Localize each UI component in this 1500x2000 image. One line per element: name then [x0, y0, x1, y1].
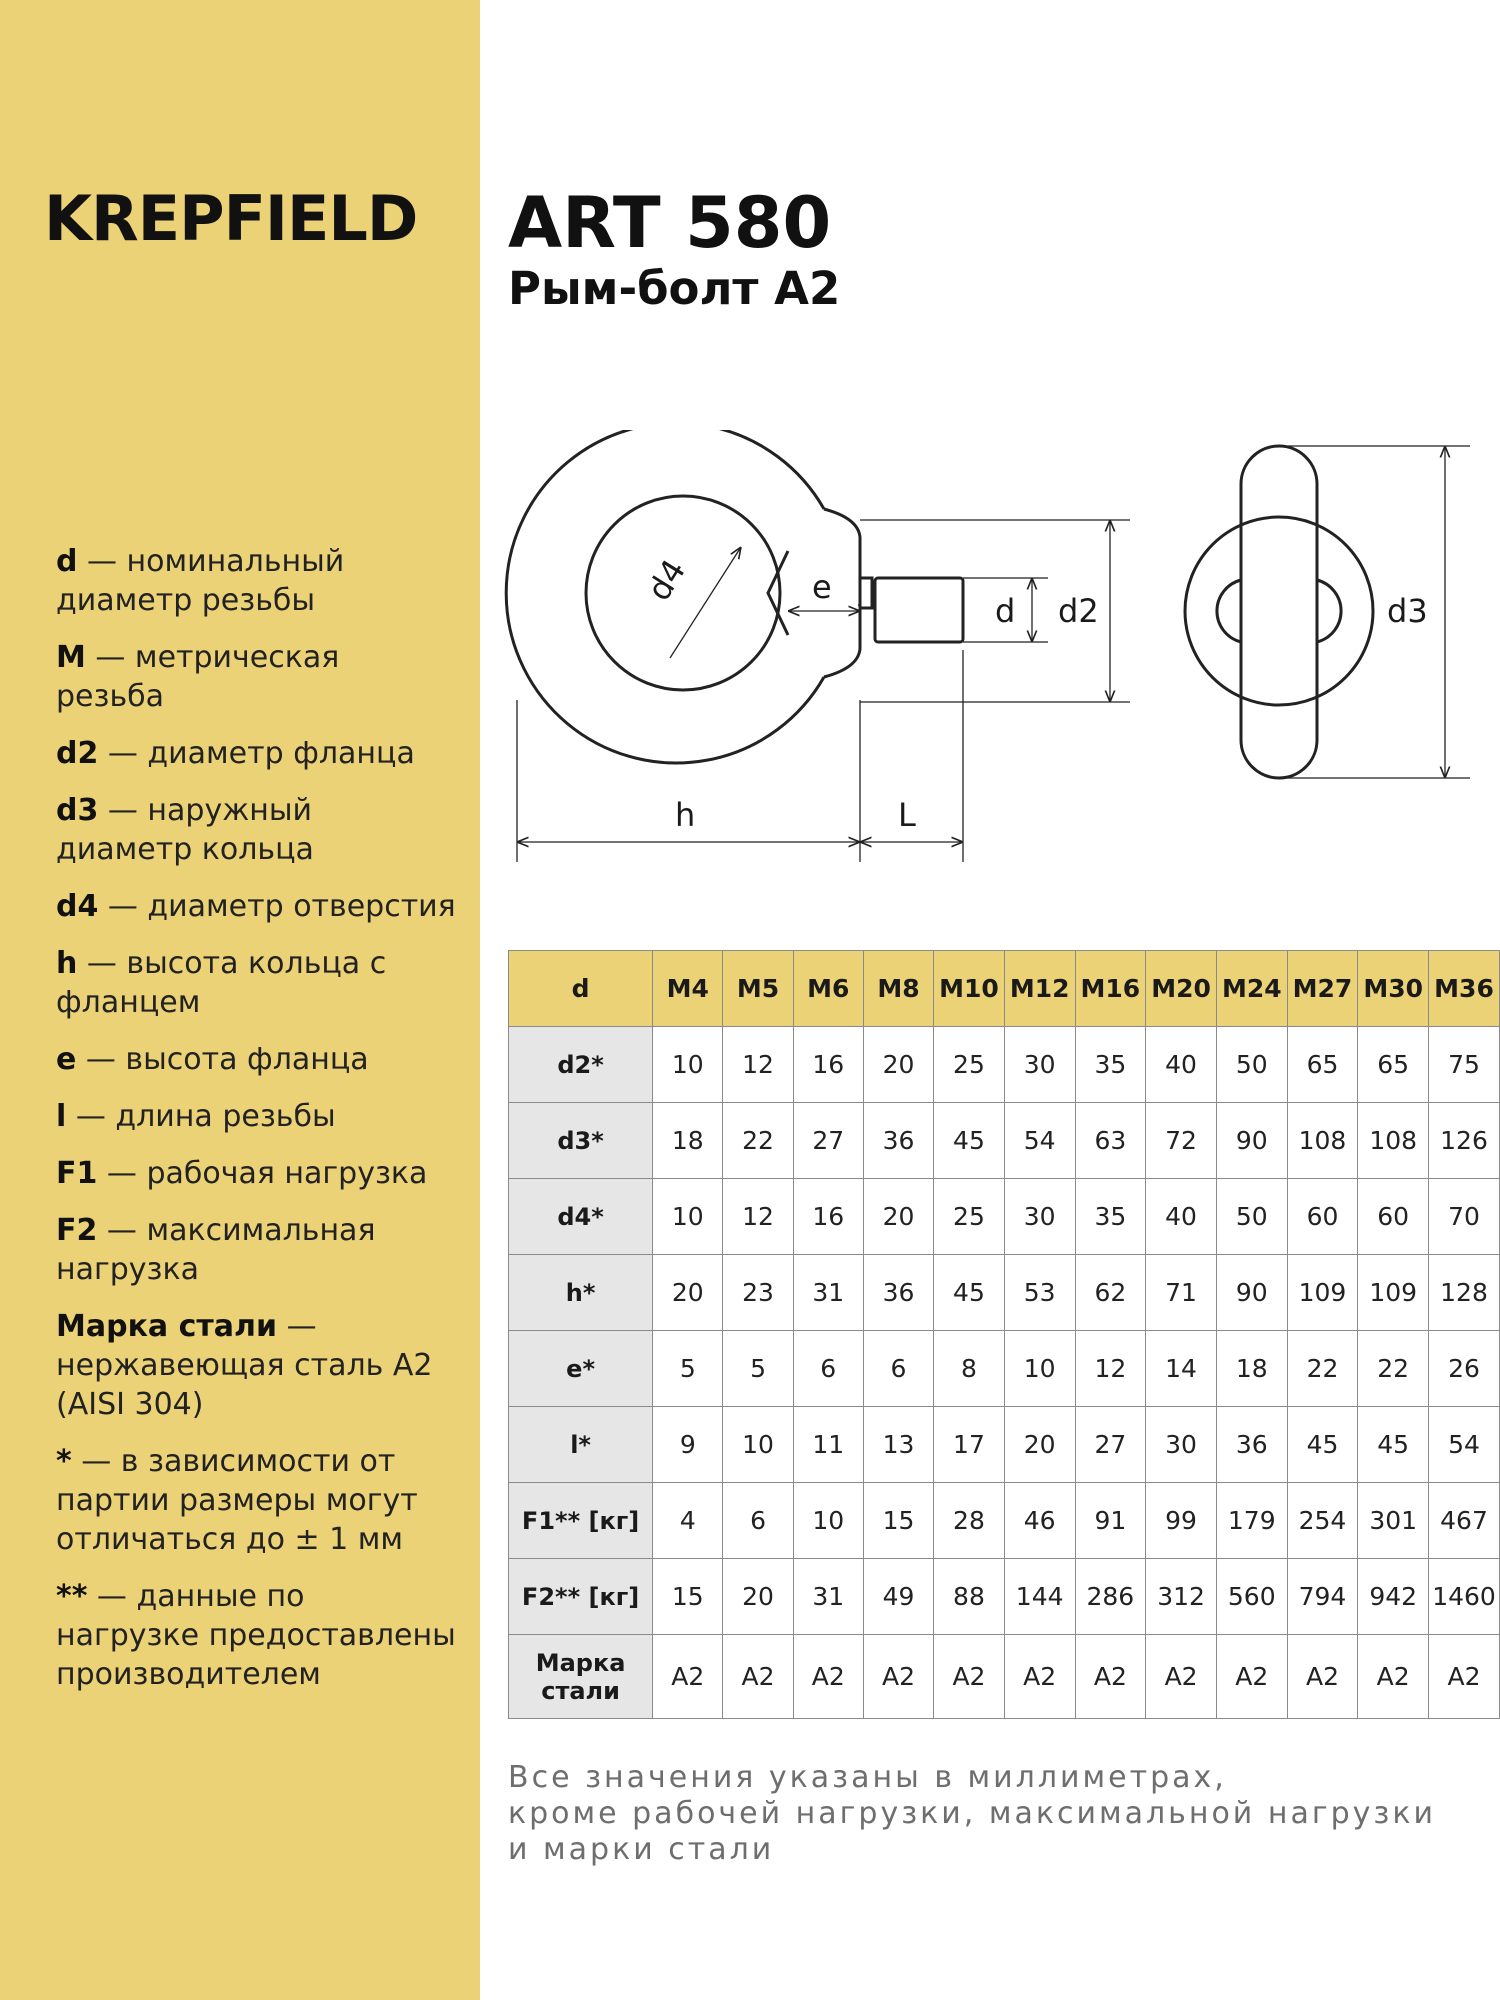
- legend-term: d3: [56, 793, 99, 828]
- table-cell: 30: [1004, 1027, 1075, 1103]
- table-cell: 312: [1146, 1559, 1217, 1635]
- table-cell: 20: [863, 1027, 933, 1103]
- table-cell: 15: [653, 1559, 723, 1635]
- footnote-line: Все значения указаны в миллиметрах,: [508, 1760, 1227, 1795]
- table-cell: 49: [863, 1559, 933, 1635]
- table-cell: 20: [863, 1179, 933, 1255]
- table-cell: 17: [934, 1407, 1005, 1483]
- legend-text: — диаметр фланца: [98, 736, 415, 771]
- table-row: [509, 1331, 1500, 1407]
- label-d2: d2: [1058, 592, 1099, 630]
- legend-item: [56, 638, 456, 716]
- legend-text: — данные по нагрузке предоставлены производителем: [56, 1579, 456, 1692]
- table-cell: 14: [1146, 1331, 1217, 1407]
- spec-table: [508, 950, 1500, 1719]
- table-cell: 12: [1075, 1331, 1146, 1407]
- table-cell: 10: [793, 1483, 863, 1559]
- table-cell: 23: [723, 1255, 793, 1331]
- label-d: d: [995, 592, 1016, 630]
- table-column-header: M5: [723, 951, 793, 1027]
- side-hole-left: [1217, 580, 1241, 642]
- label-h: h: [675, 796, 696, 834]
- table-cell: 75: [1429, 1027, 1500, 1103]
- table-column-header: M27: [1287, 951, 1358, 1027]
- table-row-header: d3*: [509, 1103, 653, 1179]
- side-flange: [1185, 517, 1373, 705]
- table-row-header: d2*: [509, 1027, 653, 1103]
- ring-hole: [586, 496, 780, 690]
- table-cell: 8: [934, 1331, 1005, 1407]
- flange-inner: [768, 551, 788, 635]
- table-cell: 5: [653, 1331, 723, 1407]
- table-cell: 50: [1216, 1179, 1287, 1255]
- table-cell: 25: [934, 1027, 1005, 1103]
- table-cell: 90: [1216, 1255, 1287, 1331]
- table-cell: 36: [863, 1255, 933, 1331]
- page-subtitle: Рым-болт A2: [508, 262, 841, 315]
- legend-text: — максимальная нагрузка: [56, 1213, 376, 1287]
- left-panel: [0, 0, 480, 2000]
- table-row-header: F1** [кг]: [509, 1483, 653, 1559]
- table-column-header: M10: [934, 951, 1005, 1027]
- table-cell: 286: [1075, 1559, 1146, 1635]
- table-cell: 72: [1146, 1103, 1217, 1179]
- table-cell: A2: [793, 1635, 863, 1719]
- side-view: [1185, 446, 1373, 778]
- table-column-header: M8: [863, 951, 933, 1027]
- table-cell: 90: [1216, 1103, 1287, 1179]
- table-cell: 53: [1004, 1255, 1075, 1331]
- table-cell: 109: [1287, 1255, 1358, 1331]
- table-cell: 13: [863, 1407, 933, 1483]
- legend-term: F1: [56, 1156, 98, 1191]
- legend-term: Марка стали: [56, 1309, 278, 1344]
- table-row-header: l*: [509, 1407, 653, 1483]
- table-cell: 31: [793, 1255, 863, 1331]
- table-cell: 45: [1358, 1407, 1429, 1483]
- table-column-header: M12: [1004, 951, 1075, 1027]
- label-l: L: [898, 796, 916, 834]
- legend-item: [56, 542, 456, 620]
- table-cell: 20: [1004, 1407, 1075, 1483]
- table-cell: 108: [1287, 1103, 1358, 1179]
- table-cell: 65: [1358, 1027, 1429, 1103]
- footnote-line: и марки стали: [508, 1832, 775, 1867]
- table-cell: A2: [863, 1635, 933, 1719]
- table-cell: 62: [1075, 1255, 1146, 1331]
- table-cell: 179: [1216, 1483, 1287, 1559]
- legend-term: h: [56, 946, 78, 981]
- table-cell: 31: [793, 1559, 863, 1635]
- table-row: [509, 1483, 1500, 1559]
- legend-text: — диаметр отверстия: [98, 889, 456, 924]
- table-cell: 12: [723, 1027, 793, 1103]
- table-column-header: M30: [1358, 951, 1429, 1027]
- table-cell: A2: [1358, 1635, 1429, 1719]
- table-column-header: M6: [793, 951, 863, 1027]
- table-cell: 65: [1287, 1027, 1358, 1103]
- legend-item: [56, 1040, 456, 1079]
- table-cell: 144: [1004, 1559, 1075, 1635]
- table-cell: 30: [1004, 1179, 1075, 1255]
- table-cell: 10: [1004, 1331, 1075, 1407]
- table-row: [509, 1179, 1500, 1255]
- table-cell: 63: [1075, 1103, 1146, 1179]
- table-cell: A2: [723, 1635, 793, 1719]
- legend-text: — длина резьбы: [66, 1099, 336, 1134]
- table-cell: 28: [934, 1483, 1005, 1559]
- brand-logo: KREPFIELD: [44, 182, 418, 255]
- table-cell: 10: [653, 1179, 723, 1255]
- table-cell: 45: [1287, 1407, 1358, 1483]
- legend-item: [56, 944, 456, 1022]
- table-cell: A2: [934, 1635, 1005, 1719]
- table-cell: 22: [723, 1103, 793, 1179]
- table-column-header: M4: [653, 951, 723, 1027]
- table-cell: A2: [653, 1635, 723, 1719]
- table-cell: 27: [1075, 1407, 1146, 1483]
- table-cell: 27: [793, 1103, 863, 1179]
- table-cell: 60: [1287, 1179, 1358, 1255]
- table-cell: 46: [1004, 1483, 1075, 1559]
- legend-list: [56, 542, 456, 1712]
- table-cell: 99: [1146, 1483, 1217, 1559]
- table-cell: 9: [653, 1407, 723, 1483]
- table-cell: 22: [1358, 1331, 1429, 1407]
- page-title: ART 580: [508, 182, 832, 264]
- table-corner-header: d: [509, 951, 653, 1027]
- table-cell: 25: [934, 1179, 1005, 1255]
- legend-term: e: [56, 1042, 77, 1077]
- table-cell: 45: [934, 1255, 1005, 1331]
- table-row-header: d4*: [509, 1179, 653, 1255]
- table-cell: 15: [863, 1483, 933, 1559]
- table-row-header: Марка стали: [509, 1635, 653, 1719]
- table-row-header: h*: [509, 1255, 653, 1331]
- table-column-header: M24: [1216, 951, 1287, 1027]
- legend-item: [56, 1307, 456, 1424]
- table-cell: 16: [793, 1027, 863, 1103]
- table-cell: A2: [1429, 1635, 1500, 1719]
- table-row: [509, 1255, 1500, 1331]
- legend-text: — номинальный диаметр резьбы: [56, 544, 345, 618]
- table-cell: 54: [1429, 1407, 1500, 1483]
- table-cell: 91: [1075, 1483, 1146, 1559]
- legend-term: l: [56, 1099, 67, 1134]
- table-cell: 6: [723, 1483, 793, 1559]
- table-cell: 11: [793, 1407, 863, 1483]
- legend-item: [56, 887, 456, 926]
- legend-text: — рабочая нагрузка: [97, 1156, 428, 1191]
- table-cell: 60: [1358, 1179, 1429, 1255]
- table-row: [509, 1635, 1500, 1719]
- legend-term: d4: [56, 889, 99, 924]
- eye-bolt-drawing: [500, 430, 1480, 870]
- legend-text: — наружный диаметр кольца: [56, 793, 314, 867]
- table-cell: 18: [1216, 1331, 1287, 1407]
- legend-term: d2: [56, 736, 99, 771]
- table-column-header: M36: [1429, 951, 1500, 1027]
- legend-term: d: [56, 544, 78, 579]
- table-cell: 71: [1146, 1255, 1217, 1331]
- footnote-line: кроме рабочей нагрузки, максимальной нагрузки: [508, 1796, 1436, 1831]
- legend-text: — высота фланца: [76, 1042, 369, 1077]
- table-cell: A2: [1287, 1635, 1358, 1719]
- legend-item: [56, 1211, 456, 1289]
- table-cell: 794: [1287, 1559, 1358, 1635]
- legend-item: [56, 1097, 456, 1136]
- legend-term: M: [56, 640, 86, 675]
- label-d3: d3: [1387, 592, 1428, 630]
- table-row: [509, 1103, 1500, 1179]
- side-dimension: [1279, 446, 1470, 778]
- legend-text: — в зависимости от партии размеры могут отличаться до ± 1 мм: [56, 1444, 418, 1557]
- table-cell: 40: [1146, 1027, 1217, 1103]
- legend-item: [56, 1154, 456, 1193]
- table-row-header: F2** [кг]: [509, 1559, 653, 1635]
- table-cell: 22: [1287, 1331, 1358, 1407]
- table-cell: 45: [934, 1103, 1005, 1179]
- table-cell: A2: [1216, 1635, 1287, 1719]
- spec-table-header: [509, 951, 1500, 1027]
- legend-term: F2: [56, 1213, 98, 1248]
- table-cell: 108: [1358, 1103, 1429, 1179]
- footnote: [508, 1760, 1488, 1868]
- table-cell: 6: [793, 1331, 863, 1407]
- table-cell: 35: [1075, 1179, 1146, 1255]
- table-cell: 70: [1429, 1179, 1500, 1255]
- legend-text: — метрическая резьба: [56, 640, 340, 714]
- table-cell: 467: [1429, 1483, 1500, 1559]
- table-row-header: e*: [509, 1331, 653, 1407]
- table-cell: 30: [1146, 1407, 1217, 1483]
- table-cell: 5: [723, 1331, 793, 1407]
- table-row: [509, 1559, 1500, 1635]
- table-cell: A2: [1004, 1635, 1075, 1719]
- table-cell: 35: [1075, 1027, 1146, 1103]
- table-cell: 16: [793, 1179, 863, 1255]
- side-ring: [1241, 446, 1317, 778]
- legend-item: [56, 734, 456, 773]
- table-cell: 12: [723, 1179, 793, 1255]
- table-cell: 20: [723, 1559, 793, 1635]
- table-cell: 40: [1146, 1179, 1217, 1255]
- legend-item: [56, 1442, 456, 1559]
- table-cell: 36: [1216, 1407, 1287, 1483]
- label-d4: d4: [639, 552, 694, 608]
- label-e: e: [812, 568, 832, 606]
- legend-term: *: [56, 1444, 72, 1479]
- legend-item: [56, 791, 456, 869]
- table-column-header: M16: [1075, 951, 1146, 1027]
- side-hole-right: [1317, 580, 1341, 642]
- table-cell: 10: [723, 1407, 793, 1483]
- table-cell: 20: [653, 1255, 723, 1331]
- legend-item: [56, 1577, 456, 1694]
- table-cell: 26: [1429, 1331, 1500, 1407]
- thread-body: [860, 578, 872, 608]
- table-cell: 54: [1004, 1103, 1075, 1179]
- table-cell: 4: [653, 1483, 723, 1559]
- table-cell: 109: [1358, 1255, 1429, 1331]
- front-view: [506, 430, 963, 763]
- table-cell: 126: [1429, 1103, 1500, 1179]
- table-cell: 50: [1216, 1027, 1287, 1103]
- table-cell: 254: [1287, 1483, 1358, 1559]
- table-row: [509, 1027, 1500, 1103]
- table-row: [509, 1407, 1500, 1483]
- table-cell: 10: [653, 1027, 723, 1103]
- legend-text: — нержавеющая сталь A2 (AISI 304): [56, 1309, 433, 1422]
- legend-text: — высота кольца с фланцем: [56, 946, 387, 1020]
- thread: [875, 578, 963, 642]
- table-cell: 18: [653, 1103, 723, 1179]
- table-cell: 36: [863, 1103, 933, 1179]
- table-cell: A2: [1075, 1635, 1146, 1719]
- table-column-header: M20: [1146, 951, 1217, 1027]
- table-cell: 301: [1358, 1483, 1429, 1559]
- table-cell: 1460: [1429, 1559, 1500, 1635]
- table-cell: A2: [1146, 1635, 1217, 1719]
- table-cell: 560: [1216, 1559, 1287, 1635]
- table-cell: 128: [1429, 1255, 1500, 1331]
- table-cell: 88: [934, 1559, 1005, 1635]
- table-cell: 6: [863, 1331, 933, 1407]
- table-cell: 942: [1358, 1559, 1429, 1635]
- legend-term: **: [56, 1579, 88, 1614]
